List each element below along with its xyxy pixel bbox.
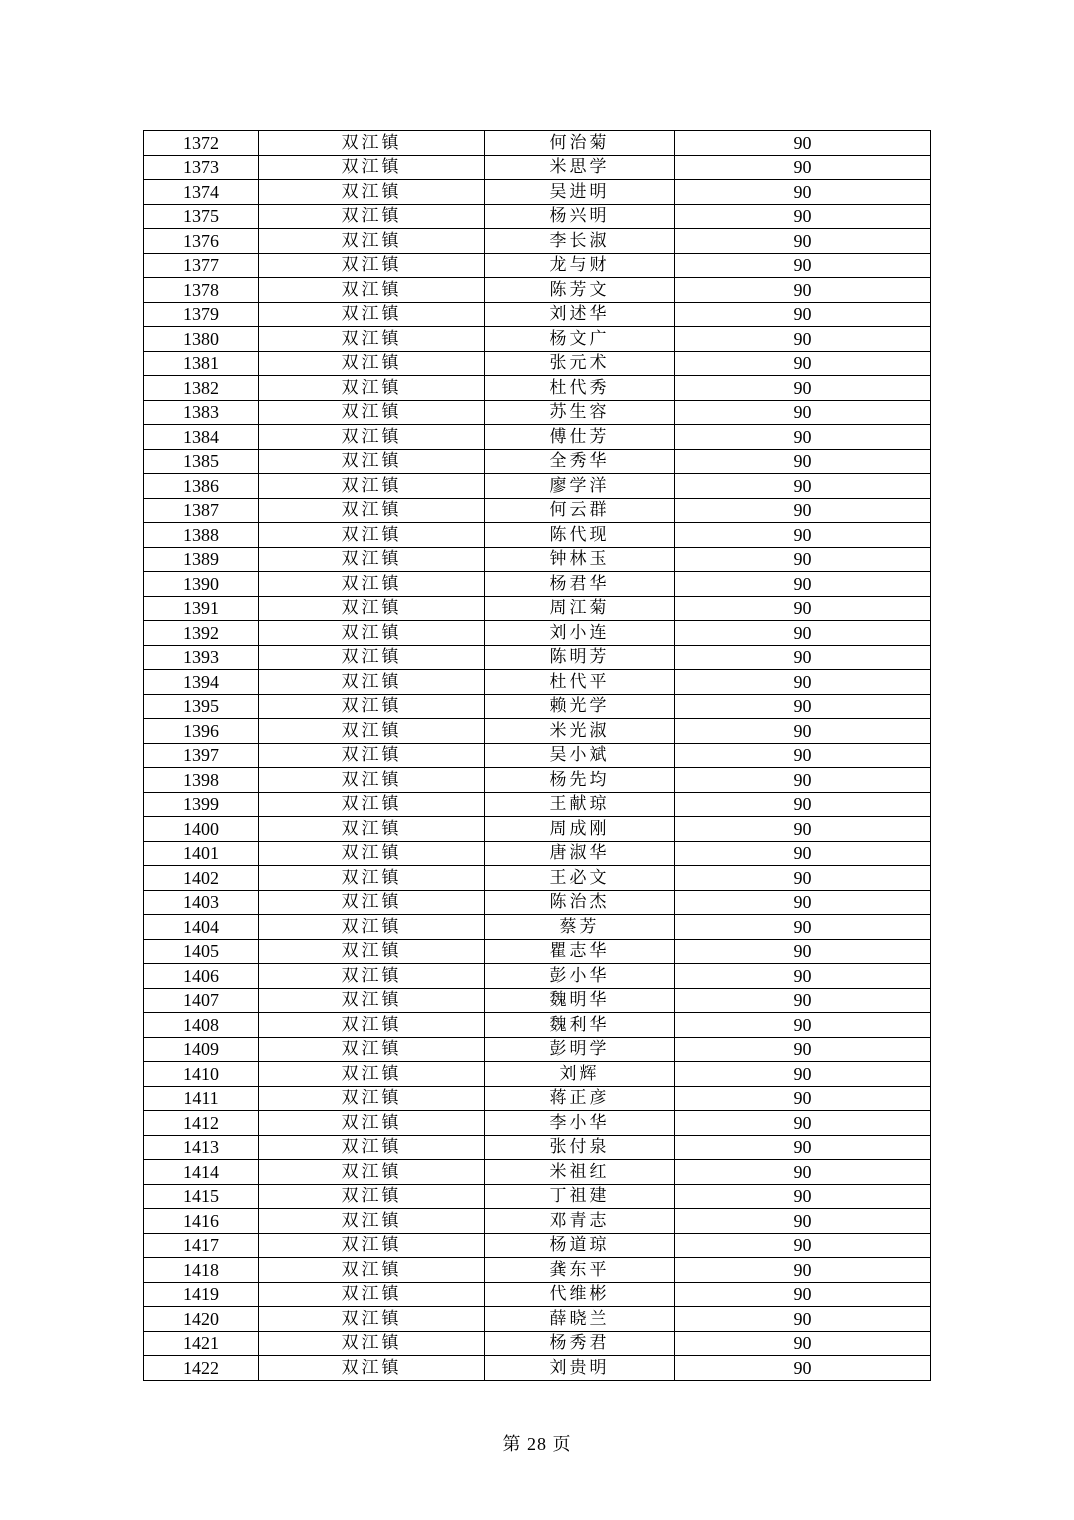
cell-number: 1389 bbox=[144, 547, 259, 572]
cell-score: 90 bbox=[675, 376, 931, 401]
cell-number: 1384 bbox=[144, 425, 259, 450]
table-row bbox=[144, 302, 931, 327]
table-row bbox=[144, 1184, 931, 1209]
cell-town: 双江镇 bbox=[259, 474, 485, 499]
cell-number: 1418 bbox=[144, 1258, 259, 1283]
table-row bbox=[144, 1062, 931, 1087]
table-row bbox=[144, 376, 931, 401]
cell-score: 90 bbox=[675, 131, 931, 156]
cell-town: 双江镇 bbox=[259, 1282, 485, 1307]
cell-town: 双江镇 bbox=[259, 1258, 485, 1283]
cell-number: 1401 bbox=[144, 841, 259, 866]
cell-number: 1421 bbox=[144, 1331, 259, 1356]
cell-number: 1383 bbox=[144, 400, 259, 425]
cell-person-name: 刘辉 bbox=[485, 1062, 675, 1087]
cell-person-name: 傅仕芳 bbox=[485, 425, 675, 450]
cell-number: 1391 bbox=[144, 596, 259, 621]
cell-town: 双江镇 bbox=[259, 1013, 485, 1038]
cell-town: 双江镇 bbox=[259, 572, 485, 597]
table-row bbox=[144, 1135, 931, 1160]
cell-number: 1385 bbox=[144, 449, 259, 474]
table-row bbox=[144, 841, 931, 866]
cell-score: 90 bbox=[675, 670, 931, 695]
table-row bbox=[144, 596, 931, 621]
cell-score: 90 bbox=[675, 229, 931, 254]
cell-score: 90 bbox=[675, 792, 931, 817]
cell-number: 1395 bbox=[144, 694, 259, 719]
cell-number: 1405 bbox=[144, 939, 259, 964]
cell-number: 1417 bbox=[144, 1233, 259, 1258]
cell-person-name: 彭小华 bbox=[485, 964, 675, 989]
cell-person-name: 代维彬 bbox=[485, 1282, 675, 1307]
cell-score: 90 bbox=[675, 1209, 931, 1234]
cell-score: 90 bbox=[675, 988, 931, 1013]
cell-person-name: 龚东平 bbox=[485, 1258, 675, 1283]
table-row bbox=[144, 351, 931, 376]
cell-town: 双江镇 bbox=[259, 376, 485, 401]
cell-score: 90 bbox=[675, 1233, 931, 1258]
cell-town: 双江镇 bbox=[259, 1331, 485, 1356]
cell-number: 1407 bbox=[144, 988, 259, 1013]
table-row bbox=[144, 792, 931, 817]
cell-town: 双江镇 bbox=[259, 1209, 485, 1234]
cell-score: 90 bbox=[675, 1037, 931, 1062]
cell-town: 双江镇 bbox=[259, 327, 485, 352]
cell-number: 1420 bbox=[144, 1307, 259, 1332]
table-row bbox=[144, 449, 931, 474]
cell-person-name: 何治菊 bbox=[485, 131, 675, 156]
table-row bbox=[144, 400, 931, 425]
cell-person-name: 全秀华 bbox=[485, 449, 675, 474]
cell-person-name: 张元术 bbox=[485, 351, 675, 376]
cell-number: 1372 bbox=[144, 131, 259, 156]
cell-town: 双江镇 bbox=[259, 204, 485, 229]
cell-score: 90 bbox=[675, 743, 931, 768]
cell-person-name: 苏生容 bbox=[485, 400, 675, 425]
cell-person-name: 蒋正彦 bbox=[485, 1086, 675, 1111]
cell-person-name: 廖学洋 bbox=[485, 474, 675, 499]
cell-score: 90 bbox=[675, 278, 931, 303]
cell-town: 双江镇 bbox=[259, 988, 485, 1013]
cell-score: 90 bbox=[675, 474, 931, 499]
table-row bbox=[144, 1258, 931, 1283]
cell-score: 90 bbox=[675, 1307, 931, 1332]
cell-score: 90 bbox=[675, 449, 931, 474]
table-row bbox=[144, 621, 931, 646]
cell-person-name: 杨君华 bbox=[485, 572, 675, 597]
cell-number: 1403 bbox=[144, 890, 259, 915]
table-row bbox=[144, 915, 931, 940]
cell-town: 双江镇 bbox=[259, 425, 485, 450]
table-row bbox=[144, 229, 931, 254]
cell-number: 1376 bbox=[144, 229, 259, 254]
cell-number: 1373 bbox=[144, 155, 259, 180]
cell-town: 双江镇 bbox=[259, 768, 485, 793]
cell-number: 1382 bbox=[144, 376, 259, 401]
table-row bbox=[144, 817, 931, 842]
cell-person-name: 吴进明 bbox=[485, 180, 675, 205]
table-row bbox=[144, 1086, 931, 1111]
cell-town: 双江镇 bbox=[259, 278, 485, 303]
cell-person-name: 蔡芳 bbox=[485, 915, 675, 940]
cell-person-name: 杨文广 bbox=[485, 327, 675, 352]
cell-score: 90 bbox=[675, 155, 931, 180]
cell-score: 90 bbox=[675, 204, 931, 229]
table-row bbox=[144, 694, 931, 719]
cell-score: 90 bbox=[675, 694, 931, 719]
cell-number: 1374 bbox=[144, 180, 259, 205]
cell-town: 双江镇 bbox=[259, 1062, 485, 1087]
cell-number: 1410 bbox=[144, 1062, 259, 1087]
cell-town: 双江镇 bbox=[259, 547, 485, 572]
table-row bbox=[144, 1356, 931, 1381]
cell-score: 90 bbox=[675, 596, 931, 621]
cell-score: 90 bbox=[675, 890, 931, 915]
cell-person-name: 何云群 bbox=[485, 498, 675, 523]
roster-table bbox=[143, 130, 931, 1381]
cell-number: 1377 bbox=[144, 253, 259, 278]
cell-number: 1404 bbox=[144, 915, 259, 940]
table-row bbox=[144, 131, 931, 156]
cell-number: 1400 bbox=[144, 817, 259, 842]
cell-town: 双江镇 bbox=[259, 743, 485, 768]
table-row bbox=[144, 425, 931, 450]
table-row bbox=[144, 645, 931, 670]
cell-score: 90 bbox=[675, 621, 931, 646]
cell-town: 双江镇 bbox=[259, 523, 485, 548]
cell-person-name: 杨秀君 bbox=[485, 1331, 675, 1356]
cell-score: 90 bbox=[675, 572, 931, 597]
cell-person-name: 杜代秀 bbox=[485, 376, 675, 401]
table-row bbox=[144, 1307, 931, 1332]
cell-town: 双江镇 bbox=[259, 1184, 485, 1209]
table-row bbox=[144, 1209, 931, 1234]
table-row bbox=[144, 474, 931, 499]
cell-town: 双江镇 bbox=[259, 670, 485, 695]
cell-number: 1390 bbox=[144, 572, 259, 597]
cell-score: 90 bbox=[675, 1282, 931, 1307]
cell-person-name: 刘小连 bbox=[485, 621, 675, 646]
cell-person-name: 周江菊 bbox=[485, 596, 675, 621]
cell-person-name: 彭明学 bbox=[485, 1037, 675, 1062]
cell-score: 90 bbox=[675, 1331, 931, 1356]
cell-person-name: 陈明芳 bbox=[485, 645, 675, 670]
table-row bbox=[144, 939, 931, 964]
cell-score: 90 bbox=[675, 645, 931, 670]
cell-person-name: 李小华 bbox=[485, 1111, 675, 1136]
cell-score: 90 bbox=[675, 498, 931, 523]
cell-person-name: 唐淑华 bbox=[485, 841, 675, 866]
table-row bbox=[144, 204, 931, 229]
page-number: 第 28 页 bbox=[502, 1434, 572, 1454]
cell-person-name: 陈芳文 bbox=[485, 278, 675, 303]
cell-number: 1378 bbox=[144, 278, 259, 303]
cell-score: 90 bbox=[675, 327, 931, 352]
cell-town: 双江镇 bbox=[259, 621, 485, 646]
cell-score: 90 bbox=[675, 1062, 931, 1087]
cell-number: 1396 bbox=[144, 719, 259, 744]
table-row bbox=[144, 1233, 931, 1258]
cell-number: 1411 bbox=[144, 1086, 259, 1111]
cell-score: 90 bbox=[675, 866, 931, 891]
table-row bbox=[144, 523, 931, 548]
cell-number: 1392 bbox=[144, 621, 259, 646]
cell-town: 双江镇 bbox=[259, 155, 485, 180]
cell-person-name: 丁祖建 bbox=[485, 1184, 675, 1209]
table-row bbox=[144, 278, 931, 303]
cell-number: 1397 bbox=[144, 743, 259, 768]
cell-score: 90 bbox=[675, 1258, 931, 1283]
table-row bbox=[144, 866, 931, 891]
cell-score: 90 bbox=[675, 1356, 931, 1381]
cell-person-name: 赖光学 bbox=[485, 694, 675, 719]
cell-score: 90 bbox=[675, 841, 931, 866]
cell-number: 1386 bbox=[144, 474, 259, 499]
cell-town: 双江镇 bbox=[259, 596, 485, 621]
cell-number: 1394 bbox=[144, 670, 259, 695]
cell-person-name: 陈治杰 bbox=[485, 890, 675, 915]
cell-score: 90 bbox=[675, 180, 931, 205]
cell-number: 1408 bbox=[144, 1013, 259, 1038]
cell-score: 90 bbox=[675, 1111, 931, 1136]
cell-score: 90 bbox=[675, 523, 931, 548]
cell-number: 1416 bbox=[144, 1209, 259, 1234]
cell-town: 双江镇 bbox=[259, 449, 485, 474]
cell-town: 双江镇 bbox=[259, 939, 485, 964]
cell-town: 双江镇 bbox=[259, 694, 485, 719]
table-row bbox=[144, 719, 931, 744]
table-row bbox=[144, 572, 931, 597]
cell-number: 1375 bbox=[144, 204, 259, 229]
cell-town: 双江镇 bbox=[259, 866, 485, 891]
cell-town: 双江镇 bbox=[259, 890, 485, 915]
cell-person-name: 米祖红 bbox=[485, 1160, 675, 1185]
cell-number: 1399 bbox=[144, 792, 259, 817]
cell-town: 双江镇 bbox=[259, 498, 485, 523]
cell-person-name: 薛晓兰 bbox=[485, 1307, 675, 1332]
cell-score: 90 bbox=[675, 302, 931, 327]
table-row bbox=[144, 1013, 931, 1038]
cell-score: 90 bbox=[675, 351, 931, 376]
cell-person-name: 杨道琼 bbox=[485, 1233, 675, 1258]
cell-person-name: 米光淑 bbox=[485, 719, 675, 744]
cell-number: 1412 bbox=[144, 1111, 259, 1136]
roster-table-body bbox=[144, 131, 931, 1381]
cell-person-name: 刘贵明 bbox=[485, 1356, 675, 1381]
cell-town: 双江镇 bbox=[259, 302, 485, 327]
cell-person-name: 王必文 bbox=[485, 866, 675, 891]
cell-town: 双江镇 bbox=[259, 645, 485, 670]
cell-person-name: 王献琼 bbox=[485, 792, 675, 817]
table-row bbox=[144, 1111, 931, 1136]
cell-score: 90 bbox=[675, 1086, 931, 1111]
cell-town: 双江镇 bbox=[259, 1160, 485, 1185]
table-row bbox=[144, 670, 931, 695]
cell-score: 90 bbox=[675, 964, 931, 989]
cell-number: 1413 bbox=[144, 1135, 259, 1160]
cell-person-name: 吴小斌 bbox=[485, 743, 675, 768]
cell-person-name: 瞿志华 bbox=[485, 939, 675, 964]
table-row bbox=[144, 890, 931, 915]
cell-number: 1402 bbox=[144, 866, 259, 891]
cell-number: 1380 bbox=[144, 327, 259, 352]
cell-person-name: 米思学 bbox=[485, 155, 675, 180]
table-row bbox=[144, 1282, 931, 1307]
cell-score: 90 bbox=[675, 817, 931, 842]
cell-score: 90 bbox=[675, 1013, 931, 1038]
cell-score: 90 bbox=[675, 915, 931, 940]
cell-town: 双江镇 bbox=[259, 817, 485, 842]
cell-person-name: 周成刚 bbox=[485, 817, 675, 842]
cell-number: 1398 bbox=[144, 768, 259, 793]
table-row bbox=[144, 964, 931, 989]
cell-score: 90 bbox=[675, 547, 931, 572]
cell-score: 90 bbox=[675, 1184, 931, 1209]
cell-town: 双江镇 bbox=[259, 1135, 485, 1160]
cell-town: 双江镇 bbox=[259, 229, 485, 254]
cell-number: 1419 bbox=[144, 1282, 259, 1307]
cell-town: 双江镇 bbox=[259, 351, 485, 376]
cell-town: 双江镇 bbox=[259, 131, 485, 156]
cell-number: 1388 bbox=[144, 523, 259, 548]
cell-town: 双江镇 bbox=[259, 1086, 485, 1111]
cell-score: 90 bbox=[675, 400, 931, 425]
cell-number: 1387 bbox=[144, 498, 259, 523]
cell-person-name: 魏明华 bbox=[485, 988, 675, 1013]
cell-score: 90 bbox=[675, 1135, 931, 1160]
cell-score: 90 bbox=[675, 939, 931, 964]
table-row bbox=[144, 743, 931, 768]
cell-person-name: 张付泉 bbox=[485, 1135, 675, 1160]
cell-number: 1409 bbox=[144, 1037, 259, 1062]
cell-person-name: 杨先均 bbox=[485, 768, 675, 793]
cell-person-name: 刘述华 bbox=[485, 302, 675, 327]
cell-person-name: 龙与财 bbox=[485, 253, 675, 278]
cell-person-name: 杜代平 bbox=[485, 670, 675, 695]
cell-town: 双江镇 bbox=[259, 964, 485, 989]
table-row bbox=[144, 327, 931, 352]
cell-town: 双江镇 bbox=[259, 253, 485, 278]
cell-number: 1379 bbox=[144, 302, 259, 327]
cell-town: 双江镇 bbox=[259, 915, 485, 940]
cell-person-name: 钟林玉 bbox=[485, 547, 675, 572]
cell-number: 1422 bbox=[144, 1356, 259, 1381]
cell-number: 1406 bbox=[144, 964, 259, 989]
table-row bbox=[144, 1160, 931, 1185]
cell-person-name: 邓青志 bbox=[485, 1209, 675, 1234]
cell-town: 双江镇 bbox=[259, 719, 485, 744]
cell-number: 1381 bbox=[144, 351, 259, 376]
cell-town: 双江镇 bbox=[259, 792, 485, 817]
table-row bbox=[144, 1037, 931, 1062]
table-row bbox=[144, 498, 931, 523]
cell-person-name: 杨兴明 bbox=[485, 204, 675, 229]
table-row bbox=[144, 155, 931, 180]
cell-score: 90 bbox=[675, 768, 931, 793]
cell-score: 90 bbox=[675, 1160, 931, 1185]
table-row bbox=[144, 768, 931, 793]
cell-number: 1393 bbox=[144, 645, 259, 670]
table-row bbox=[144, 547, 931, 572]
table-row bbox=[144, 253, 931, 278]
cell-number: 1414 bbox=[144, 1160, 259, 1185]
cell-town: 双江镇 bbox=[259, 1233, 485, 1258]
table-row bbox=[144, 1331, 931, 1356]
cell-town: 双江镇 bbox=[259, 1307, 485, 1332]
cell-town: 双江镇 bbox=[259, 1356, 485, 1381]
table-row bbox=[144, 180, 931, 205]
cell-town: 双江镇 bbox=[259, 180, 485, 205]
table-row bbox=[144, 988, 931, 1013]
cell-score: 90 bbox=[675, 719, 931, 744]
cell-town: 双江镇 bbox=[259, 400, 485, 425]
cell-town: 双江镇 bbox=[259, 1111, 485, 1136]
cell-town: 双江镇 bbox=[259, 841, 485, 866]
cell-person-name: 陈代现 bbox=[485, 523, 675, 548]
cell-person-name: 李长淑 bbox=[485, 229, 675, 254]
cell-score: 90 bbox=[675, 425, 931, 450]
cell-person-name: 魏利华 bbox=[485, 1013, 675, 1038]
cell-town: 双江镇 bbox=[259, 1037, 485, 1062]
cell-number: 1415 bbox=[144, 1184, 259, 1209]
cell-score: 90 bbox=[675, 253, 931, 278]
